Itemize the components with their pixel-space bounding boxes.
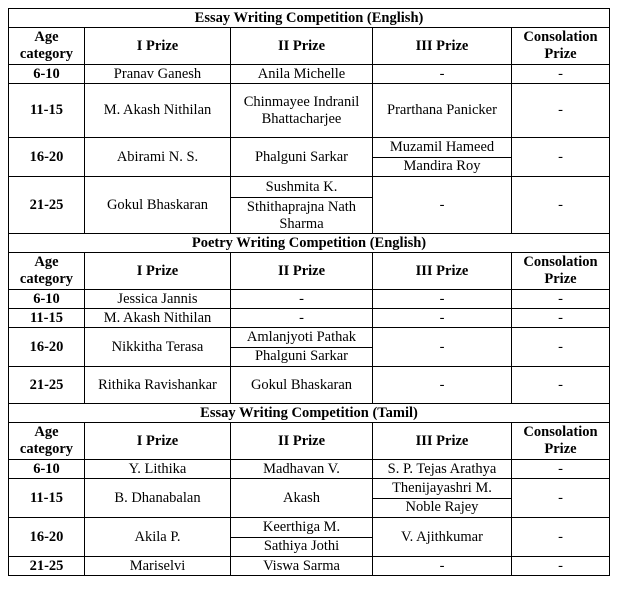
third-prize-cell: - (373, 290, 512, 309)
age-cell: 6-10 (9, 290, 85, 309)
consolation-prize-cell: - (512, 557, 610, 576)
header-row (9, 28, 610, 65)
table-row (9, 479, 610, 518)
header-row (9, 423, 610, 460)
header-consolation-prize: Consolation Prize (512, 28, 610, 65)
results-table-body (9, 9, 610, 576)
header-first-prize: I Prize (85, 423, 231, 460)
first-prize-cell: Pranav Ganesh (85, 65, 231, 84)
age-cell: 11-15 (9, 309, 85, 328)
table-row (9, 138, 610, 177)
third-prize-cell: V. Ajithkumar (373, 518, 512, 557)
table-row (9, 290, 610, 309)
age-cell: 11-15 (9, 479, 85, 518)
section-title-row (9, 9, 610, 28)
table-row (9, 557, 610, 576)
third-prize-name: Thenijayashri M. (392, 479, 492, 496)
second-prize-name: Sathiya Jothi (231, 537, 372, 557)
second-prize-cell: Anila Michelle (231, 65, 373, 84)
third-prize-cell: - (373, 328, 512, 367)
age-cell: 11-15 (9, 84, 85, 138)
results-table (8, 8, 610, 576)
table-row (9, 367, 610, 404)
age-cell: 6-10 (9, 460, 85, 479)
age-cell: 21-25 (9, 557, 85, 576)
section-title: Poetry Writing Competition (English) (9, 234, 610, 253)
consolation-prize-cell: - (512, 328, 610, 367)
second-prize-name: Sthithaprajna Nath Sharma (231, 197, 372, 233)
consolation-prize-cell: - (512, 309, 610, 328)
second-prize-name: Keerthiga M. (262, 518, 341, 535)
section-title-row (9, 234, 610, 253)
consolation-prize-cell: - (512, 84, 610, 138)
first-prize-cell: Mariselvi (85, 557, 231, 576)
third-prize-cell: S. P. Tejas Arathya (373, 460, 512, 479)
first-prize-cell: Gokul Bhaskaran (85, 177, 231, 234)
table-row (9, 65, 610, 84)
third-prize-name: Noble Rajey (373, 498, 511, 518)
third-prize-cell: - (373, 65, 512, 84)
header-age: Age category (9, 423, 85, 460)
age-cell: 21-25 (9, 177, 85, 234)
consolation-prize-cell: - (512, 290, 610, 309)
second-prize-cell: Akash (231, 479, 373, 518)
table-row (9, 518, 610, 557)
first-prize-cell: Y. Lithika (85, 460, 231, 479)
second-prize-name: Sushmita K. (265, 178, 338, 195)
consolation-prize-cell: - (512, 460, 610, 479)
header-age: Age category (9, 28, 85, 65)
header-first-prize: I Prize (85, 253, 231, 290)
third-prize-name: Mandira Roy (373, 157, 511, 177)
table-row (9, 460, 610, 479)
table-row (9, 84, 610, 138)
consolation-prize-cell: - (512, 177, 610, 234)
second-prize-cell (231, 518, 373, 557)
second-prize-name: Amlanjyoti Pathak (246, 328, 357, 345)
third-prize-cell: Prarthana Panicker (373, 84, 512, 138)
first-prize-cell: B. Dhanabalan (85, 479, 231, 518)
second-prize-cell: - (231, 309, 373, 328)
header-third-prize: III Prize (373, 423, 512, 460)
header-age: Age category (9, 253, 85, 290)
consolation-prize-cell: - (512, 367, 610, 404)
age-cell: 16-20 (9, 518, 85, 557)
age-cell: 6-10 (9, 65, 85, 84)
header-third-prize: III Prize (373, 28, 512, 65)
table-row (9, 309, 610, 328)
header-consolation-prize: Consolation Prize (512, 253, 610, 290)
second-prize-cell: Phalguni Sarkar (231, 138, 373, 177)
age-cell: 21-25 (9, 367, 85, 404)
consolation-prize-cell: - (512, 138, 610, 177)
third-prize-name: Muzamil Hameed (389, 138, 495, 155)
third-prize-cell: - (373, 557, 512, 576)
first-prize-cell: Abirami N. S. (85, 138, 231, 177)
second-prize-cell: Gokul Bhaskaran (231, 367, 373, 404)
header-second-prize: II Prize (231, 28, 373, 65)
second-prize-cell (231, 177, 373, 234)
second-prize-name: Phalguni Sarkar (231, 347, 372, 367)
first-prize-cell: Rithika Ravishankar (85, 367, 231, 404)
third-prize-cell (373, 479, 512, 518)
third-prize-cell (373, 138, 512, 177)
third-prize-cell: - (373, 309, 512, 328)
first-prize-cell: M. Akash Nithilan (85, 309, 231, 328)
header-consolation-prize: Consolation Prize (512, 423, 610, 460)
consolation-prize-cell: - (512, 479, 610, 518)
header-row (9, 253, 610, 290)
header-third-prize: III Prize (373, 253, 512, 290)
header-first-prize: I Prize (85, 28, 231, 65)
second-prize-cell: Madhavan V. (231, 460, 373, 479)
header-second-prize: II Prize (231, 423, 373, 460)
section-title: Essay Writing Competition (Tamil) (9, 404, 610, 423)
header-second-prize: II Prize (231, 253, 373, 290)
first-prize-cell: Akila P. (85, 518, 231, 557)
first-prize-cell: Nikkitha Terasa (85, 328, 231, 367)
section-title: Essay Writing Competition (English) (9, 9, 610, 28)
second-prize-cell: - (231, 290, 373, 309)
first-prize-cell: M. Akash Nithilan (85, 84, 231, 138)
second-prize-cell (231, 328, 373, 367)
third-prize-cell: - (373, 177, 512, 234)
section-title-row (9, 404, 610, 423)
consolation-prize-cell: - (512, 518, 610, 557)
second-prize-cell: Viswa Sarma (231, 557, 373, 576)
results-document (8, 8, 609, 576)
third-prize-cell: - (373, 367, 512, 404)
table-row (9, 177, 610, 234)
age-cell: 16-20 (9, 328, 85, 367)
table-row (9, 328, 610, 367)
first-prize-cell: Jessica Jannis (85, 290, 231, 309)
consolation-prize-cell: - (512, 65, 610, 84)
age-cell: 16-20 (9, 138, 85, 177)
second-prize-cell: Chinmayee Indranil Bhattacharjee (231, 84, 373, 138)
